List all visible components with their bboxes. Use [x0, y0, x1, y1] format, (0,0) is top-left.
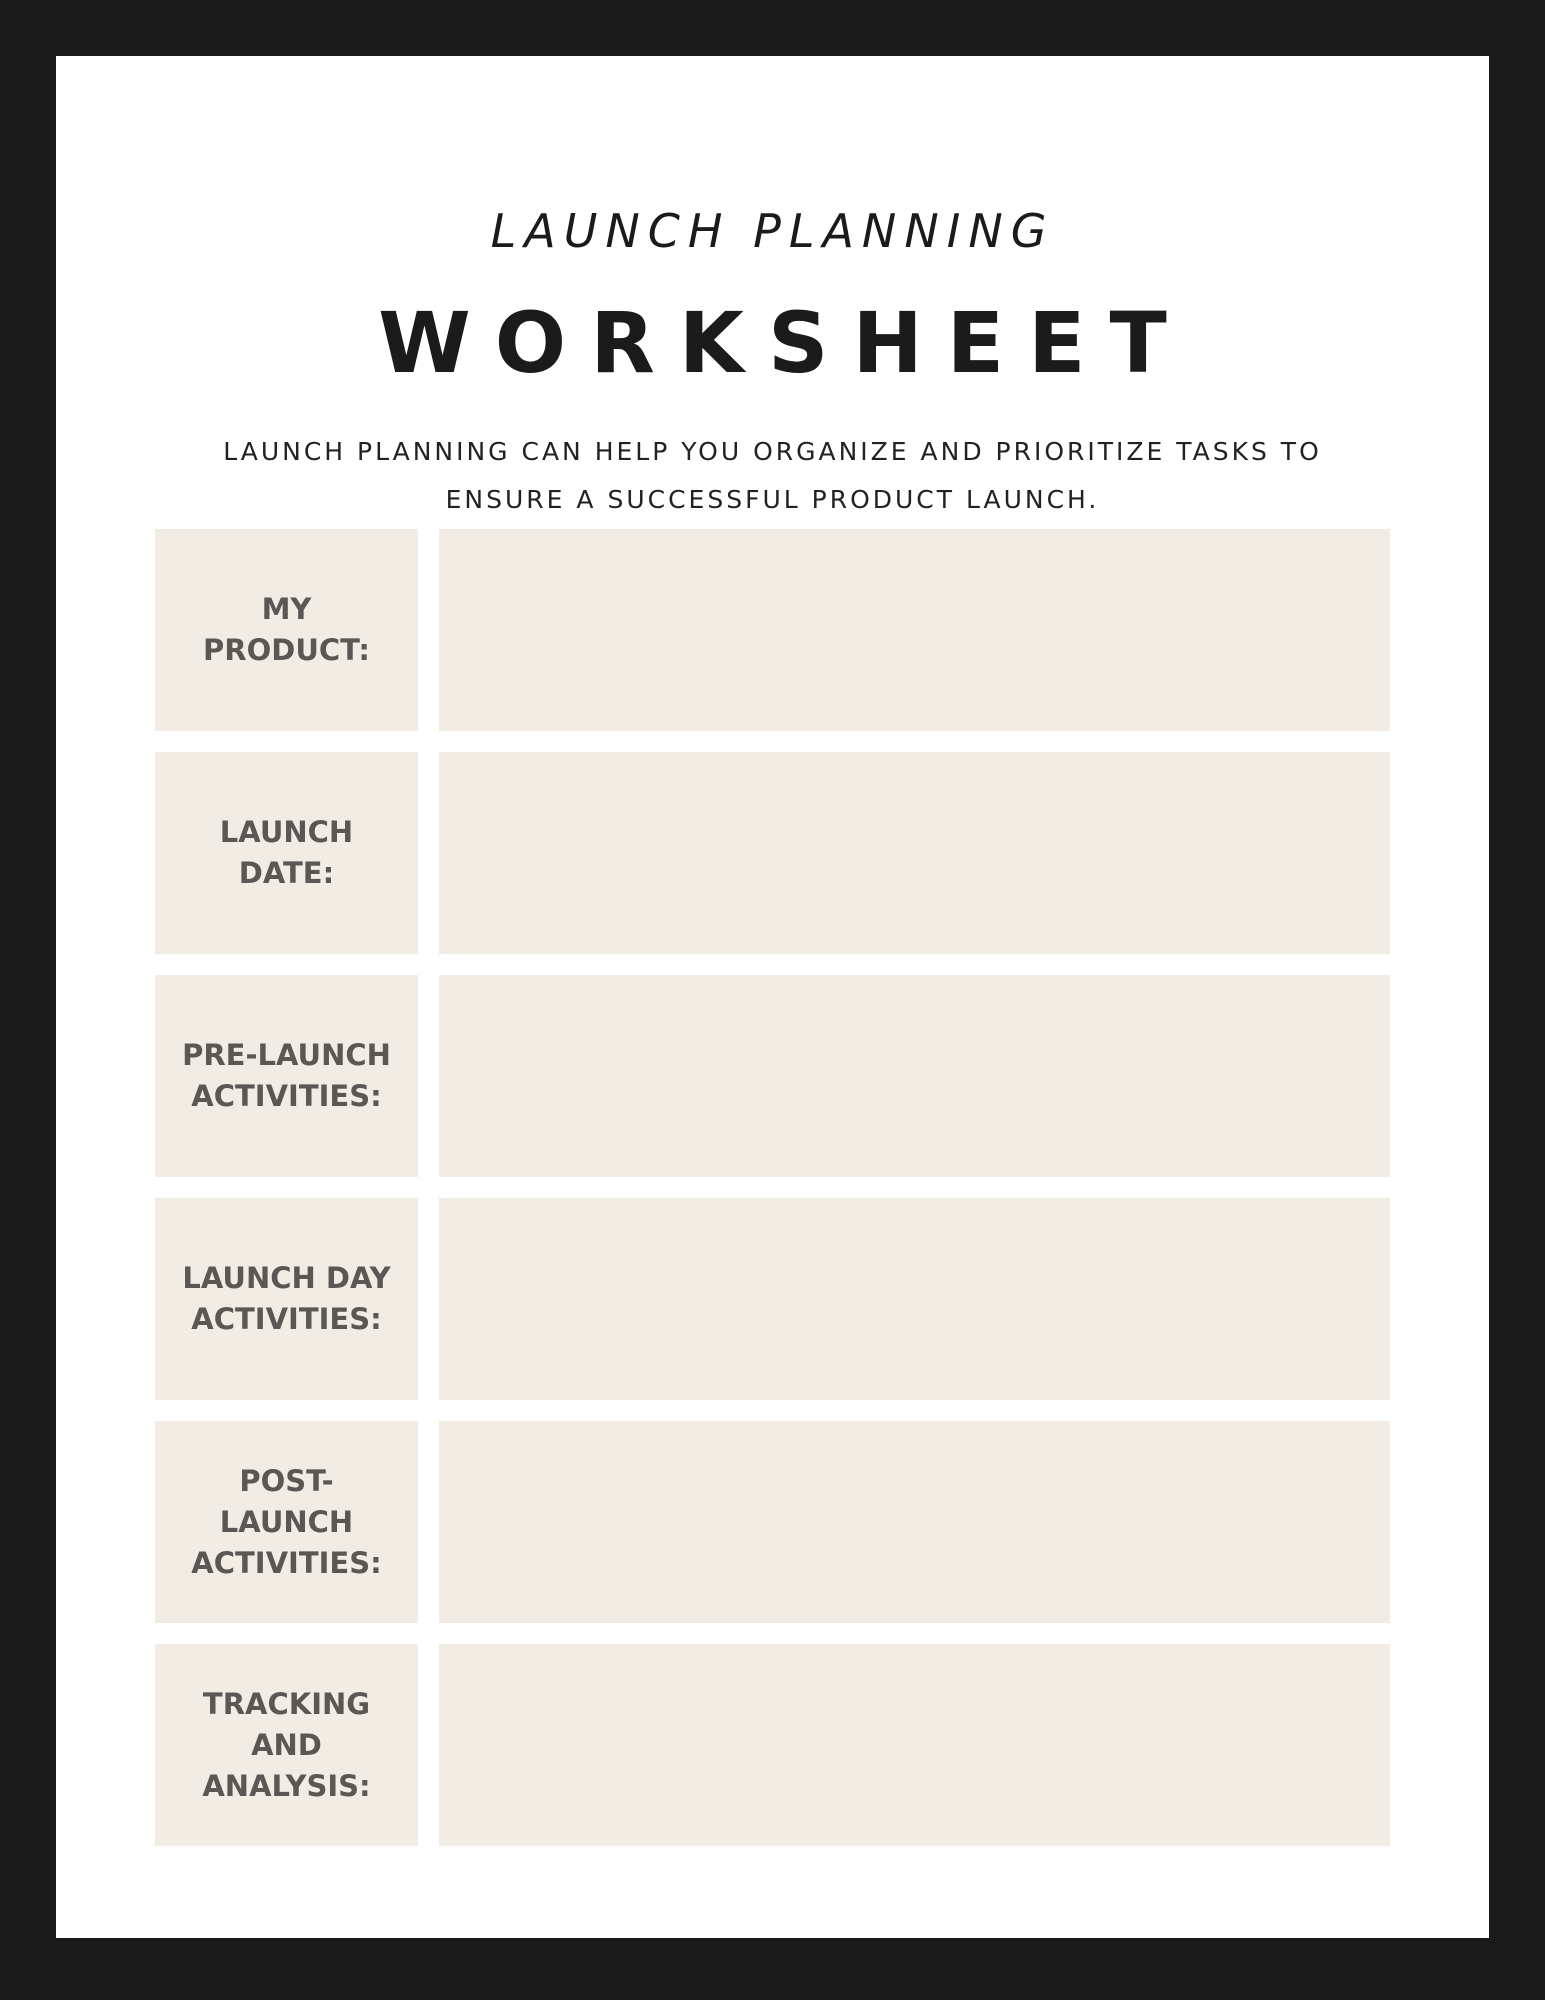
my-product-field[interactable] — [439, 529, 1390, 731]
row-pre-launch-activities — [155, 975, 1390, 1177]
worksheet-title: WORKSHEET — [378, 294, 1191, 392]
row-label: LAUNCH DAY ACTIVITIES: — [182, 1261, 391, 1336]
row-my-product — [155, 529, 1390, 731]
pre-launch-activities-field[interactable] — [439, 975, 1390, 1177]
row-label: POST- LAUNCH ACTIVITIES: — [191, 1463, 382, 1580]
worksheet-rows — [155, 529, 1390, 1867]
row-label-cell — [155, 1644, 418, 1846]
worksheet-page — [56, 56, 1489, 1938]
row-label-cell — [155, 752, 418, 954]
row-label: TRACKING AND ANALYSIS: — [202, 1686, 371, 1803]
row-label-cell — [155, 1421, 418, 1623]
row-post-launch-activities — [155, 1421, 1390, 1623]
row-label-cell — [155, 1198, 418, 1400]
post-launch-activities-field[interactable] — [439, 1421, 1390, 1623]
launch-day-activities-field[interactable] — [439, 1198, 1390, 1400]
row-tracking-and-analysis — [155, 1644, 1390, 1846]
launch-date-field[interactable] — [439, 752, 1390, 954]
worksheet-subtitle: LAUNCH PLANNING — [490, 204, 1055, 258]
row-label: LAUNCH DATE: — [219, 815, 354, 890]
row-label-cell — [155, 975, 418, 1177]
row-label-cell — [155, 529, 418, 731]
tracking-and-analysis-field[interactable] — [439, 1644, 1390, 1846]
row-launch-day-activities — [155, 1198, 1390, 1400]
row-launch-date — [155, 752, 1390, 954]
row-label: PRE-LAUNCH ACTIVITIES: — [182, 1038, 391, 1113]
row-label: MY PRODUCT: — [203, 592, 370, 667]
worksheet-intro: LAUNCH PLANNING CAN HELP YOU ORGANIZE AND PRIORITIZE TASKS TO ENSURE A SUCCESSFUL PRODUCT LAUNCH. — [223, 437, 1322, 514]
